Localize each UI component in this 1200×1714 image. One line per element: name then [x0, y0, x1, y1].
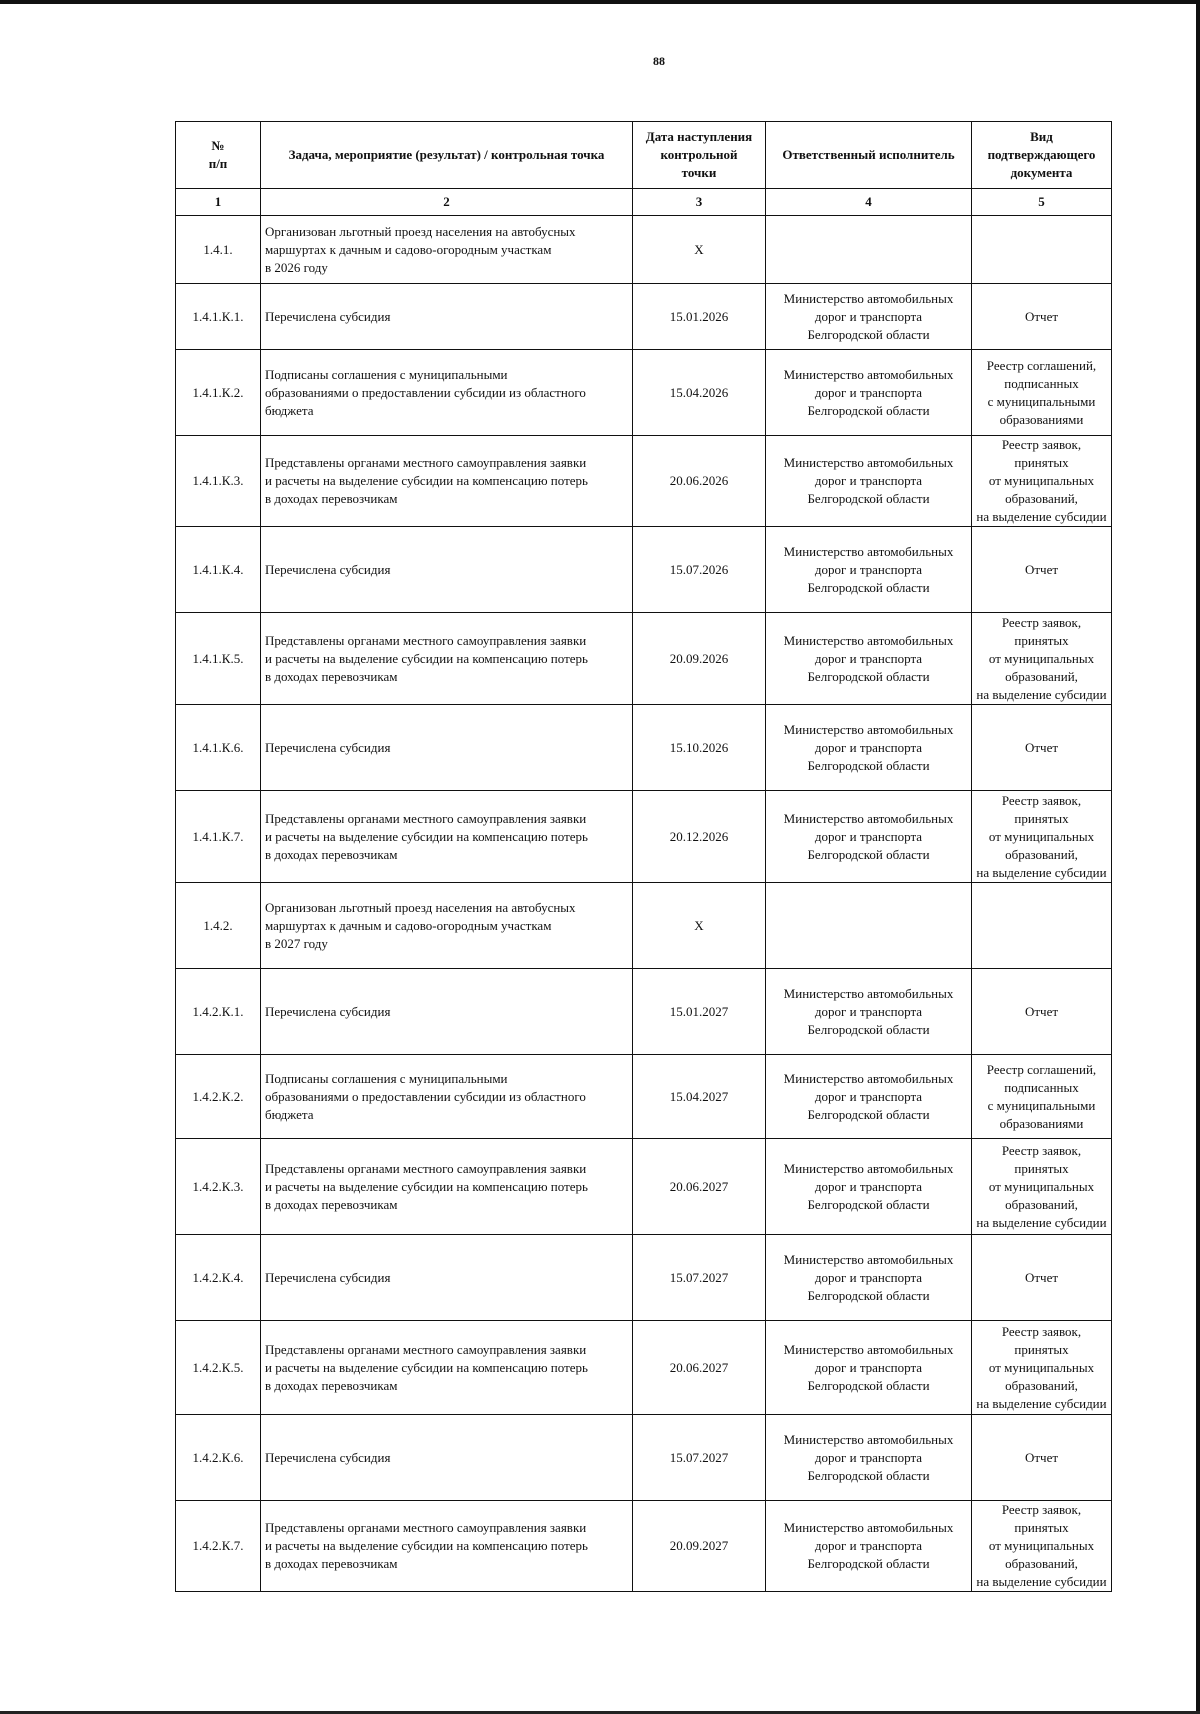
header-responsible: Ответственный исполнитель	[766, 122, 972, 189]
responsible-cell	[766, 216, 972, 284]
responsible-cell	[766, 436, 972, 527]
responsible-line: Министерство автомобильных	[783, 1160, 954, 1176]
responsible-line: дорог и транспорта	[814, 650, 923, 666]
table-row	[176, 705, 1112, 791]
row-number-cell: 1.4.2.К.7.	[176, 1501, 261, 1592]
task-line: в доходах перевозчикам	[265, 846, 398, 862]
responsible-cell	[766, 527, 972, 613]
responsible-line: Министерство автомобильных	[783, 366, 954, 382]
task-cell	[261, 1235, 633, 1321]
date-cell: 15.01.2026	[633, 284, 766, 350]
task-cell	[261, 969, 633, 1055]
document-cell	[972, 1055, 1112, 1139]
document-cell	[972, 1235, 1112, 1321]
table-row	[176, 1501, 1112, 1592]
row-number-cell: 1.4.1.К.5.	[176, 613, 261, 705]
task-line: в доходах перевозчикам	[265, 1377, 398, 1393]
responsible-cell	[766, 1415, 972, 1501]
table-row	[176, 1139, 1112, 1235]
responsible-cell	[766, 1139, 972, 1235]
document-line: образований,	[1005, 1377, 1078, 1393]
responsible-line: дорог и транспорта	[814, 1538, 923, 1553]
header-row	[176, 122, 1112, 189]
responsible-cell	[766, 1321, 972, 1415]
responsible-line: Министерство автомобильных	[783, 1341, 954, 1357]
responsible-line: дорог и транспорта	[814, 1088, 923, 1104]
task-line: в доходах перевозчикам	[265, 668, 398, 684]
table-row	[176, 1321, 1112, 1415]
responsible-line: Министерство автомобильных	[783, 290, 954, 306]
date-cell: 15.04.2026	[633, 350, 766, 436]
document-line: с муниципальными	[987, 1097, 1096, 1113]
task-cell	[261, 1055, 633, 1139]
page-border-top	[0, 0, 1200, 4]
date-cell: 15.07.2027	[633, 1415, 766, 1501]
responsible-line: Министерство автомобильных	[783, 543, 954, 559]
responsible-line: дорог и транспорта	[814, 1178, 923, 1194]
task-line: маршуртах к дачным и садово-огородным участкам	[265, 241, 552, 257]
responsible-line: дорог и транспорта	[814, 1269, 923, 1285]
document-cell	[972, 1415, 1112, 1501]
document-line: образований,	[1005, 1196, 1078, 1212]
responsible-line: Министерство автомобильных	[783, 1431, 954, 1447]
document-line: на выделение субсидии	[976, 1574, 1107, 1589]
responsible-cell	[766, 284, 972, 350]
document-cell	[972, 1321, 1112, 1415]
task-cell	[261, 705, 633, 791]
date-cell: 15.07.2026	[633, 527, 766, 613]
document-line: от муниципальных	[988, 650, 1095, 666]
table-row	[176, 1415, 1112, 1501]
task-cell	[261, 1139, 633, 1235]
responsible-line: Белгородской области	[807, 668, 930, 684]
document-line: образованиями	[999, 1115, 1084, 1131]
task-line: бюджета	[265, 1106, 314, 1122]
document-cell	[972, 436, 1112, 527]
task-line: Представлены органами местного самоуправления заявки	[265, 632, 587, 648]
task-line: Организован льготный проезд населения на автобусных	[265, 899, 576, 915]
task-line: Перечислена субсидия	[265, 308, 391, 324]
date-cell: 20.09.2026	[633, 613, 766, 705]
task-cell	[261, 350, 633, 436]
row-number-cell: 1.4.1.К.2.	[176, 350, 261, 436]
document-line: Реестр заявок, принятых	[1001, 1323, 1082, 1357]
row-number-cell: 1.4.1.К.7.	[176, 791, 261, 883]
responsible-line: Белгородской области	[807, 1021, 930, 1037]
document-line: Реестр заявок, принятых	[1001, 437, 1082, 470]
responsible-line: Белгородской области	[807, 1556, 930, 1571]
page-number: 88	[653, 54, 665, 68]
header-task: Задача, мероприятие (результат) / контрольная точка	[261, 122, 633, 189]
row-number-cell: 1.4.2.К.3.	[176, 1139, 261, 1235]
header-no-line: №	[211, 138, 225, 153]
document-cell	[972, 527, 1112, 613]
date-cell: 20.06.2026	[633, 436, 766, 527]
row-number-cell: 1.4.1.	[176, 216, 261, 284]
document-line: образований,	[1005, 491, 1078, 506]
column-number: 3	[633, 189, 766, 216]
responsible-line: Министерство автомобильных	[783, 632, 954, 648]
document-line: Реестр заявок, принятых	[1001, 792, 1082, 826]
task-line: и расчеты на выделение субсидии на компенсацию потерь	[265, 473, 588, 488]
date-cell: 15.04.2027	[633, 1055, 766, 1139]
task-cell	[261, 1415, 633, 1501]
task-cell	[261, 216, 633, 284]
date-cell: 15.10.2026	[633, 705, 766, 791]
document-cell	[972, 705, 1112, 791]
document-line: от муниципальных	[988, 1359, 1095, 1375]
document-line: образований,	[1005, 1556, 1078, 1571]
responsible-line: дорог и транспорта	[814, 561, 923, 577]
row-number-cell: 1.4.2.К.2.	[176, 1055, 261, 1139]
document-cell	[972, 969, 1112, 1055]
task-line: Организован льготный проезд населения на автобусных	[265, 223, 576, 239]
task-cell	[261, 883, 633, 969]
task-cell	[261, 284, 633, 350]
task-line: Подписаны соглашения с муниципальными	[265, 366, 508, 382]
responsible-line: Белгородской области	[807, 1287, 930, 1303]
header-date	[633, 122, 766, 189]
header-date-line: контрольной	[660, 147, 738, 162]
row-number-cell: 1.4.2.К.6.	[176, 1415, 261, 1501]
responsible-line: дорог и транспорта	[814, 384, 923, 400]
task-line: Представлены органами местного самоуправления заявки	[265, 1341, 587, 1357]
table-row	[176, 350, 1112, 436]
task-line: и расчеты на выделение субсидии на компенсацию потерь	[265, 828, 588, 844]
document-line: на выделение субсидии	[976, 509, 1107, 524]
document-line: с муниципальными	[987, 393, 1096, 409]
document-line: на выделение субсидии	[976, 1214, 1107, 1230]
responsible-line: Белгородской области	[807, 326, 930, 342]
document-line: Отчет	[1024, 1003, 1059, 1019]
responsible-line: дорог и транспорта	[814, 739, 923, 755]
table-row	[176, 883, 1112, 969]
task-line: Представлены органами местного самоуправления заявки	[265, 1520, 587, 1535]
responsible-cell	[766, 969, 972, 1055]
responsible-line: дорог и транспорта	[814, 1003, 923, 1019]
responsible-line: Белгородской области	[807, 579, 930, 595]
responsible-cell	[766, 350, 972, 436]
responsible-line: Министерство автомобильных	[783, 1251, 954, 1267]
task-line: и расчеты на выделение субсидии на компенсацию потерь	[265, 1178, 588, 1194]
task-line: Перечислена субсидия	[265, 561, 391, 577]
responsible-line: Белгородской области	[807, 402, 930, 418]
date-cell: X	[633, 216, 766, 284]
task-line: в 2027 году	[265, 935, 328, 951]
task-cell	[261, 436, 633, 527]
column-number: 4	[766, 189, 972, 216]
document-line: Реестр соглашений,	[986, 357, 1097, 373]
task-cell	[261, 527, 633, 613]
responsible-line: Министерство автомобильных	[783, 985, 954, 1001]
document-line: на выделение субсидии	[976, 1395, 1107, 1411]
document-line: Отчет	[1024, 1449, 1059, 1465]
responsible-cell	[766, 613, 972, 705]
document-cell	[972, 350, 1112, 436]
header-date-line: точки	[681, 165, 717, 180]
responsible-line: Белгородской области	[807, 757, 930, 773]
date-cell: 15.07.2027	[633, 1235, 766, 1321]
task-cell	[261, 1501, 633, 1592]
row-number-cell: 1.4.2.	[176, 883, 261, 969]
task-line: Перечислена субсидия	[265, 1003, 391, 1019]
header-document-line: Вид подтверждающего	[987, 129, 1096, 162]
document-line: от муниципальных	[988, 1178, 1095, 1194]
header-no	[176, 122, 261, 189]
task-line: Перечислена субсидия	[265, 1449, 391, 1465]
task-line: и расчеты на выделение субсидии на компенсацию потерь	[265, 1359, 588, 1375]
responsible-line: Министерство автомобильных	[783, 1070, 954, 1086]
document-line: Реестр заявок, принятых	[1001, 1142, 1082, 1176]
responsible-line: Белгородской области	[807, 846, 930, 862]
document-line: подписанных	[1004, 375, 1079, 391]
page-border-right	[1196, 0, 1200, 1714]
responsible-cell	[766, 883, 972, 969]
date-cell: 20.09.2027	[633, 1501, 766, 1592]
row-number-cell: 1.4.1.К.1.	[176, 284, 261, 350]
date-cell: 20.12.2026	[633, 791, 766, 883]
document-line: Отчет	[1024, 561, 1059, 577]
task-line: в доходах перевозчикам	[265, 491, 398, 506]
responsible-cell	[766, 1055, 972, 1139]
date-cell: 20.06.2027	[633, 1139, 766, 1235]
table-body	[176, 216, 1112, 1592]
responsible-line: Белгородской области	[807, 491, 930, 506]
table-row	[176, 613, 1112, 705]
document-line: от муниципальных	[988, 828, 1095, 844]
document-line: Отчет	[1024, 739, 1059, 755]
document-line: на выделение субсидии	[976, 686, 1107, 702]
responsible-line: дорог и транспорта	[814, 1359, 923, 1375]
table-row	[176, 1055, 1112, 1139]
task-line: Представлены органами местного самоуправления заявки	[265, 455, 587, 470]
document-line: Реестр заявок, принятых	[1001, 1502, 1082, 1535]
row-number-cell: 1.4.2.К.5.	[176, 1321, 261, 1415]
task-line: Перечислена субсидия	[265, 739, 391, 755]
responsible-line: дорог и транспорта	[814, 308, 923, 324]
task-line: Представлены органами местного самоуправления заявки	[265, 1160, 587, 1176]
column-number: 2	[261, 189, 633, 216]
document-line: на выделение субсидии	[976, 864, 1107, 880]
task-cell	[261, 1321, 633, 1415]
task-line: маршуртах к дачным и садово-огородным участкам	[265, 917, 552, 933]
table-row	[176, 527, 1112, 613]
document-line: Реестр заявок, принятых	[1001, 614, 1082, 648]
date-cell: X	[633, 883, 766, 969]
document-line: Отчет	[1024, 1269, 1059, 1285]
responsible-line: Министерство автомобильных	[783, 721, 954, 737]
table-row	[176, 969, 1112, 1055]
responsible-line: Министерство автомобильных	[783, 810, 954, 826]
document-line: Отчет	[1024, 308, 1059, 324]
date-cell: 20.06.2027	[633, 1321, 766, 1415]
responsible-line: дорог и транспорта	[814, 828, 923, 844]
header-document-line: документа	[1010, 165, 1073, 180]
table-row	[176, 284, 1112, 350]
row-number-cell: 1.4.2.К.4.	[176, 1235, 261, 1321]
row-number-cell: 1.4.1.К.3.	[176, 436, 261, 527]
document-line: Реестр соглашений,	[986, 1061, 1097, 1077]
document-cell	[972, 216, 1112, 284]
document-line: от муниципальных	[988, 1538, 1095, 1553]
task-line: образованиями о предоставлении субсидии из областного	[265, 384, 586, 400]
task-line: в 2026 году	[265, 259, 328, 275]
document-line: от муниципальных	[988, 473, 1095, 488]
header-date-line: Дата наступления	[645, 129, 753, 144]
responsible-cell	[766, 705, 972, 791]
document-cell	[972, 613, 1112, 705]
table-row	[176, 1235, 1112, 1321]
task-line: Подписаны соглашения с муниципальными	[265, 1070, 508, 1086]
row-number-cell: 1.4.1.К.6.	[176, 705, 261, 791]
task-cell	[261, 791, 633, 883]
document-line: образований,	[1005, 668, 1078, 684]
task-line: образованиями о предоставлении субсидии из областного	[265, 1088, 586, 1104]
task-line: Представлены органами местного самоуправления заявки	[265, 810, 587, 826]
header-document	[972, 122, 1112, 189]
responsible-line: Министерство автомобильных	[783, 455, 954, 470]
task-line: в доходах перевозчикам	[265, 1556, 398, 1571]
responsible-line: Белгородской области	[807, 1106, 930, 1122]
table-row	[176, 216, 1112, 284]
column-number: 1	[176, 189, 261, 216]
responsible-line: дорог и транспорта	[814, 1449, 923, 1465]
document-line: образований,	[1005, 846, 1078, 862]
responsible-line: Министерство автомобильных	[783, 1520, 954, 1535]
task-line: и расчеты на выделение субсидии на компенсацию потерь	[265, 1538, 588, 1553]
header-no-line: п/п	[208, 156, 228, 171]
row-number-cell: 1.4.1.К.4.	[176, 527, 261, 613]
responsible-line: дорог и транспорта	[814, 473, 923, 488]
responsible-line: Белгородской области	[807, 1196, 930, 1212]
responsible-cell	[766, 1501, 972, 1592]
document-cell	[972, 883, 1112, 969]
control-points-table	[175, 121, 1112, 1592]
document-cell	[972, 284, 1112, 350]
task-cell	[261, 613, 633, 705]
column-number-row	[176, 189, 1112, 216]
task-line: в доходах перевозчикам	[265, 1196, 398, 1212]
task-line: Перечислена субсидия	[265, 1269, 391, 1285]
column-number: 5	[972, 189, 1112, 216]
responsible-line: Белгородской области	[807, 1377, 930, 1393]
table-row	[176, 436, 1112, 527]
row-number-cell: 1.4.2.К.1.	[176, 969, 261, 1055]
document-line: образованиями	[999, 411, 1084, 427]
table-row	[176, 791, 1112, 883]
responsible-line: Белгородской области	[807, 1467, 930, 1483]
task-line: бюджета	[265, 402, 314, 418]
responsible-cell	[766, 791, 972, 883]
document-cell	[972, 1139, 1112, 1235]
date-cell: 15.01.2027	[633, 969, 766, 1055]
task-line: и расчеты на выделение субсидии на компенсацию потерь	[265, 650, 588, 666]
document-cell	[972, 791, 1112, 883]
responsible-cell	[766, 1235, 972, 1321]
document-line: подписанных	[1004, 1079, 1079, 1095]
document-cell	[972, 1501, 1112, 1592]
